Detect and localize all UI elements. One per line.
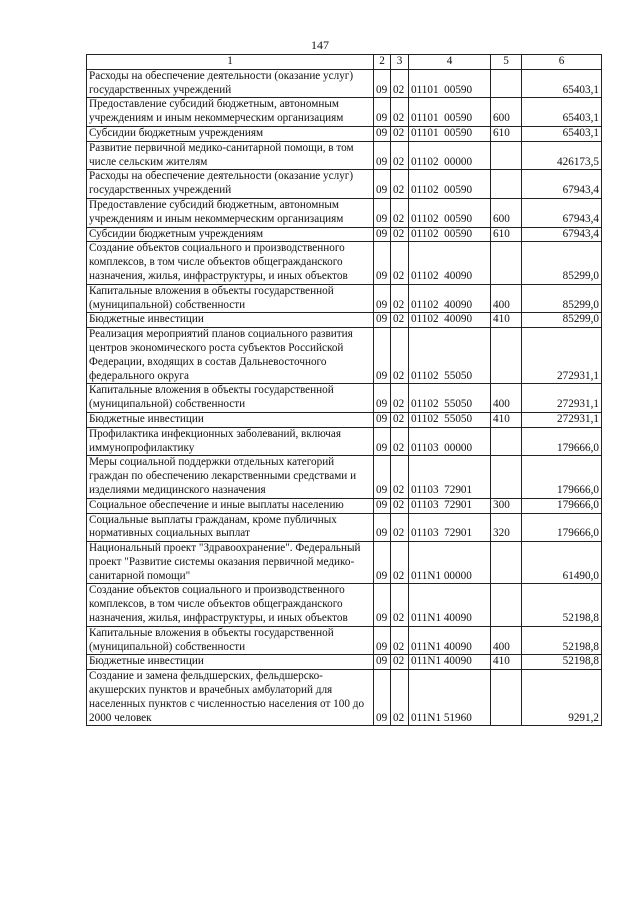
row-subsection-cell: 02 bbox=[391, 513, 409, 542]
row-expense-type-cell bbox=[491, 242, 522, 284]
table-row bbox=[87, 284, 602, 313]
row-subsection-cell: 02 bbox=[391, 542, 409, 584]
row-expense-type-cell bbox=[491, 69, 522, 98]
table-row bbox=[87, 498, 602, 513]
row-name-cell: Субсидии бюджетным учреждениям bbox=[87, 126, 374, 141]
row-amount-cell: 65403,1 bbox=[522, 98, 602, 127]
row-name-cell: Предоставление субсидий бюджетным, автономным учреждениям и иным некоммерческим организациям bbox=[87, 98, 374, 127]
row-amount-cell: 272931,1 bbox=[522, 328, 602, 384]
row-article-cell: 011N1 51960 bbox=[409, 670, 491, 726]
header-col-5: 5 bbox=[491, 55, 522, 70]
row-section-cell: 09 bbox=[374, 198, 391, 227]
row-section-cell: 09 bbox=[374, 412, 391, 427]
row-expense-type-cell: 300 bbox=[491, 498, 522, 513]
row-subsection-cell: 02 bbox=[391, 412, 409, 427]
row-expense-type-cell: 400 bbox=[491, 626, 522, 655]
table-row bbox=[87, 98, 602, 127]
header-col-6: 6 bbox=[522, 55, 602, 70]
row-article-cell: 01101 00590 bbox=[409, 69, 491, 98]
row-expense-type-cell: 320 bbox=[491, 513, 522, 542]
table-row bbox=[87, 313, 602, 328]
row-name-cell: Расходы на обеспечение деятельности (оказание услуг) государственных учреждений bbox=[87, 69, 374, 98]
row-article-cell: 01102 40090 bbox=[409, 242, 491, 284]
row-amount-cell: 85299,0 bbox=[522, 313, 602, 328]
row-section-cell: 09 bbox=[374, 227, 391, 242]
row-section-cell: 09 bbox=[374, 626, 391, 655]
row-subsection-cell: 02 bbox=[391, 498, 409, 513]
row-amount-cell: 85299,0 bbox=[522, 284, 602, 313]
row-amount-cell: 179666,0 bbox=[522, 427, 602, 456]
row-subsection-cell: 02 bbox=[391, 584, 409, 626]
row-article-cell: 01103 00000 bbox=[409, 427, 491, 456]
row-amount-cell: 179666,0 bbox=[522, 498, 602, 513]
row-article-cell: 01103 72901 bbox=[409, 456, 491, 498]
row-section-cell: 09 bbox=[374, 655, 391, 670]
row-expense-type-cell bbox=[491, 584, 522, 626]
row-amount-cell: 52198,8 bbox=[522, 584, 602, 626]
row-subsection-cell: 02 bbox=[391, 384, 409, 413]
page-number: 147 bbox=[311, 38, 329, 52]
table-row bbox=[87, 427, 602, 456]
table-row bbox=[87, 626, 602, 655]
row-name-cell: Бюджетные инвестиции bbox=[87, 655, 374, 670]
row-name-cell: Бюджетные инвестиции bbox=[87, 313, 374, 328]
row-article-cell: 01101 00590 bbox=[409, 98, 491, 127]
header-col-1: 1 bbox=[87, 55, 374, 70]
table-row bbox=[87, 584, 602, 626]
row-section-cell: 09 bbox=[374, 284, 391, 313]
row-expense-type-cell: 400 bbox=[491, 384, 522, 413]
table-row bbox=[87, 328, 602, 384]
row-amount-cell: 67943,4 bbox=[522, 170, 602, 199]
row-name-cell: Создание объектов социального и производственного комплексов, в том числе объектов общегражданского назначения, жилья, инфраструктуры, и иных объектов bbox=[87, 584, 374, 626]
row-name-cell: Национальный проект "Здравоохранение". Федеральный проект "Развитие системы оказания первичной медико-санитарной помощи" bbox=[87, 542, 374, 584]
row-amount-cell: 65403,1 bbox=[522, 126, 602, 141]
row-amount-cell: 65403,1 bbox=[522, 69, 602, 98]
row-expense-type-cell: 410 bbox=[491, 412, 522, 427]
row-name-cell: Капитальные вложения в объекты государственной (муниципальной) собственности bbox=[87, 384, 374, 413]
row-name-cell: Социальные выплаты гражданам, кроме публичных нормативных социальных выплат bbox=[87, 513, 374, 542]
table-row bbox=[87, 227, 602, 242]
table-row bbox=[87, 513, 602, 542]
row-article-cell: 01102 40090 bbox=[409, 313, 491, 328]
row-amount-cell: 67943,4 bbox=[522, 198, 602, 227]
row-amount-cell: 61490,0 bbox=[522, 542, 602, 584]
row-article-cell: 01103 72901 bbox=[409, 513, 491, 542]
row-subsection-cell: 02 bbox=[391, 456, 409, 498]
row-subsection-cell: 02 bbox=[391, 242, 409, 284]
row-article-cell: 01102 55050 bbox=[409, 384, 491, 413]
row-amount-cell: 179666,0 bbox=[522, 456, 602, 498]
row-amount-cell: 52198,8 bbox=[522, 626, 602, 655]
row-subsection-cell: 02 bbox=[391, 198, 409, 227]
row-article-cell: 011N1 40090 bbox=[409, 626, 491, 655]
row-subsection-cell: 02 bbox=[391, 328, 409, 384]
table-row bbox=[87, 198, 602, 227]
row-name-cell: Расходы на обеспечение деятельности (оказание услуг) государственных учреждений bbox=[87, 170, 374, 199]
row-subsection-cell: 02 bbox=[391, 69, 409, 98]
row-subsection-cell: 02 bbox=[391, 313, 409, 328]
header-col-4: 4 bbox=[409, 55, 491, 70]
header-col-3: 3 bbox=[391, 55, 409, 70]
row-section-cell: 09 bbox=[374, 584, 391, 626]
row-expense-type-cell bbox=[491, 141, 522, 170]
row-expense-type-cell: 600 bbox=[491, 198, 522, 227]
row-section-cell: 09 bbox=[374, 170, 391, 199]
row-subsection-cell: 02 bbox=[391, 427, 409, 456]
row-section-cell: 09 bbox=[374, 542, 391, 584]
row-name-cell: Бюджетные инвестиции bbox=[87, 412, 374, 427]
table-row bbox=[87, 141, 602, 170]
row-section-cell: 09 bbox=[374, 126, 391, 141]
row-name-cell: Субсидии бюджетным учреждениям bbox=[87, 227, 374, 242]
row-subsection-cell: 02 bbox=[391, 626, 409, 655]
row-section-cell: 09 bbox=[374, 498, 391, 513]
row-name-cell: Реализация мероприятий планов социального развития центров экономического роста субъектов Российской Федерации, входящих в состав Дальневосточного федерального округа bbox=[87, 328, 374, 384]
table-row bbox=[87, 384, 602, 413]
row-amount-cell: 179666,0 bbox=[522, 513, 602, 542]
row-name-cell: Предоставление субсидий бюджетным, автономным учреждениям и иным некоммерческим организациям bbox=[87, 198, 374, 227]
row-article-cell: 01102 00590 bbox=[409, 227, 491, 242]
row-name-cell: Создание и замена фельдшерских, фельдшерско-акушерских пунктов и врачебных амбулаторий для населенных пунктов с численностью населения от 100 до 2000 человек bbox=[87, 670, 374, 726]
row-name-cell: Меры социальной поддержки отдельных категорий граждан по обеспечению лекарственными средствами и изделиями медицинского назначения bbox=[87, 456, 374, 498]
row-amount-cell: 52198,8 bbox=[522, 655, 602, 670]
row-article-cell: 01102 40090 bbox=[409, 284, 491, 313]
row-expense-type-cell bbox=[491, 542, 522, 584]
row-expense-type-cell bbox=[491, 170, 522, 199]
table-row bbox=[87, 170, 602, 199]
table-row bbox=[87, 412, 602, 427]
row-article-cell: 01102 55050 bbox=[409, 328, 491, 384]
row-subsection-cell: 02 bbox=[391, 98, 409, 127]
row-amount-cell: 9291,2 bbox=[522, 670, 602, 726]
table-row bbox=[87, 126, 602, 141]
row-subsection-cell: 02 bbox=[391, 227, 409, 242]
row-expense-type-cell bbox=[491, 427, 522, 456]
row-amount-cell: 272931,1 bbox=[522, 412, 602, 427]
row-subsection-cell: 02 bbox=[391, 170, 409, 199]
row-subsection-cell: 02 bbox=[391, 670, 409, 726]
header-col-2: 2 bbox=[374, 55, 391, 70]
row-section-cell: 09 bbox=[374, 69, 391, 98]
row-article-cell: 01102 00590 bbox=[409, 170, 491, 199]
row-expense-type-cell bbox=[491, 670, 522, 726]
row-article-cell: 01102 55050 bbox=[409, 412, 491, 427]
row-name-cell: Профилактика инфекционных заболеваний, включая иммунопрофилактику bbox=[87, 427, 374, 456]
row-section-cell: 09 bbox=[374, 513, 391, 542]
table-row bbox=[87, 670, 602, 726]
row-subsection-cell: 02 bbox=[391, 126, 409, 141]
row-section-cell: 09 bbox=[374, 328, 391, 384]
row-article-cell: 011N1 40090 bbox=[409, 655, 491, 670]
row-section-cell: 09 bbox=[374, 242, 391, 284]
row-section-cell: 09 bbox=[374, 670, 391, 726]
row-expense-type-cell: 410 bbox=[491, 655, 522, 670]
row-expense-type-cell: 410 bbox=[491, 313, 522, 328]
row-expense-type-cell: 610 bbox=[491, 126, 522, 141]
row-amount-cell: 272931,1 bbox=[522, 384, 602, 413]
row-subsection-cell: 02 bbox=[391, 655, 409, 670]
row-article-cell: 01102 00590 bbox=[409, 198, 491, 227]
row-name-cell: Социальное обеспечение и иные выплаты населению bbox=[87, 498, 374, 513]
row-expense-type-cell bbox=[491, 456, 522, 498]
table-row bbox=[87, 542, 602, 584]
row-article-cell: 011N1 40090 bbox=[409, 584, 491, 626]
row-section-cell: 09 bbox=[374, 313, 391, 328]
row-article-cell: 01101 00590 bbox=[409, 126, 491, 141]
table-row bbox=[87, 655, 602, 670]
row-name-cell: Развитие первичной медико-санитарной помощи, в том числе сельским жителям bbox=[87, 141, 374, 170]
row-section-cell: 09 bbox=[374, 384, 391, 413]
row-expense-type-cell bbox=[491, 328, 522, 384]
table-row bbox=[87, 456, 602, 498]
row-name-cell: Капитальные вложения в объекты государственной (муниципальной) собственности bbox=[87, 626, 374, 655]
row-amount-cell: 426173,5 bbox=[522, 141, 602, 170]
row-expense-type-cell: 400 bbox=[491, 284, 522, 313]
row-section-cell: 09 bbox=[374, 427, 391, 456]
budget-table bbox=[86, 54, 602, 726]
table-row bbox=[87, 242, 602, 284]
row-name-cell: Создание объектов социального и производственного комплексов, в том числе объектов общегражданского назначения, жилья, инфраструктуры, и иных объектов bbox=[87, 242, 374, 284]
row-article-cell: 011N1 00000 bbox=[409, 542, 491, 584]
row-section-cell: 09 bbox=[374, 141, 391, 170]
row-expense-type-cell: 600 bbox=[491, 98, 522, 127]
row-section-cell: 09 bbox=[374, 98, 391, 127]
table-row bbox=[87, 69, 602, 98]
table-body bbox=[87, 69, 602, 726]
row-subsection-cell: 02 bbox=[391, 141, 409, 170]
row-amount-cell: 67943,4 bbox=[522, 227, 602, 242]
header-row bbox=[87, 55, 602, 70]
row-name-cell: Капитальные вложения в объекты государственной (муниципальной) собственности bbox=[87, 284, 374, 313]
row-article-cell: 01102 00000 bbox=[409, 141, 491, 170]
row-amount-cell: 85299,0 bbox=[522, 242, 602, 284]
row-subsection-cell: 02 bbox=[391, 284, 409, 313]
row-expense-type-cell: 610 bbox=[491, 227, 522, 242]
row-article-cell: 01103 72901 bbox=[409, 498, 491, 513]
row-section-cell: 09 bbox=[374, 456, 391, 498]
